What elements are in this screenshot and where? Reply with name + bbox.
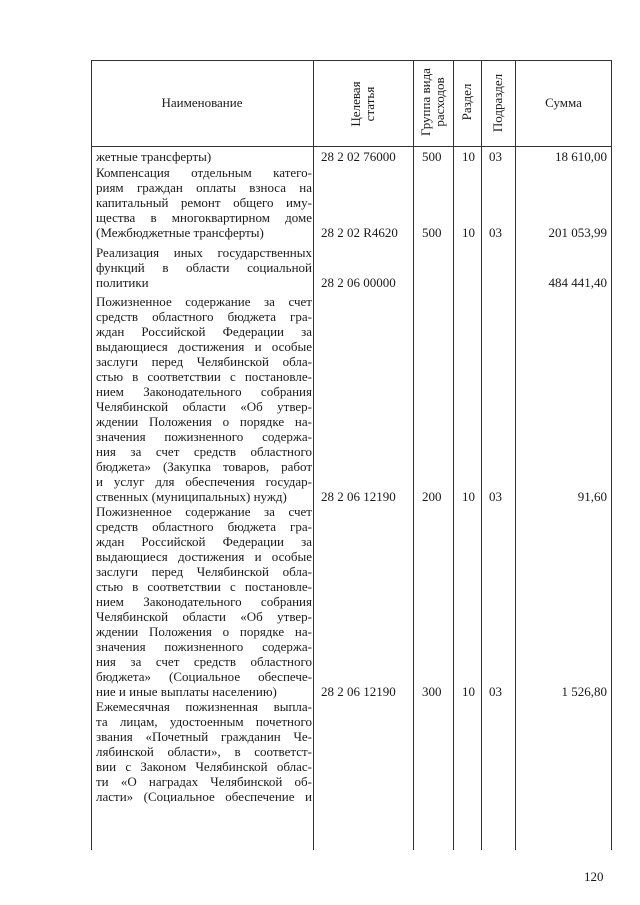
header-bottom-border — [91, 146, 612, 147]
row-name-line: ждении Положения о порядке на- — [96, 624, 312, 639]
row-name-line: ждан Российской Федерации за — [96, 534, 312, 549]
row-name-line: нием Законодательного собрания — [96, 594, 312, 609]
column-divider-group — [453, 60, 454, 850]
row-name-line: звания «Почетный гражданин Че- — [96, 729, 312, 744]
row-name-line: капитальный ремонт общего иму- — [96, 195, 312, 210]
row-code: 28 2 02 R4620 — [321, 225, 398, 240]
row-name-line: значения пожизненного содержа- — [96, 639, 312, 654]
column-divider-code — [413, 60, 414, 850]
row-name-line: ние и иные выплаты населению) — [96, 684, 277, 699]
row-code: 28 2 06 12190 — [321, 489, 396, 504]
row-name-line: функций в области социальной — [96, 260, 312, 275]
header-subsection: Подраздел — [490, 73, 505, 133]
row-group: 200 — [422, 489, 442, 504]
row-name-line: бюджета» (Социальное обеспече- — [96, 669, 312, 684]
page-number: 120 — [584, 869, 604, 884]
row-name-line: выдающиеся достижения и особые — [96, 549, 312, 564]
column-divider-name — [313, 60, 314, 850]
row-name-line: выдающиеся достижения и особые — [96, 339, 312, 354]
row-name-line: заслуги перед Челябинской обла- — [96, 354, 312, 369]
row-name-line: ственных (муниципальных) нужд) — [96, 489, 287, 504]
row-name-line: заслуги перед Челябинской обла- — [96, 564, 312, 579]
row-name-line: риям граждан оплаты взноса на — [96, 180, 312, 195]
row-group: 300 — [422, 684, 442, 699]
row-name-line: щества в многоквартирном доме — [96, 210, 312, 225]
column-divider-right — [611, 60, 612, 850]
row-name — [96, 149, 312, 164]
row-subsection: 03 — [489, 149, 502, 164]
row-group: 500 — [422, 149, 442, 164]
row-name-line: ти «О наградах Челябинской об- — [96, 774, 312, 789]
row-section: 10 — [462, 149, 475, 164]
column-divider-section — [481, 60, 482, 850]
row-code: 28 2 06 00000 — [321, 275, 396, 290]
row-name-line: Компенсация отдельным катего- — [96, 165, 312, 180]
header-section: Раздел — [459, 83, 474, 121]
row-name — [96, 294, 312, 504]
row-subsection: 03 — [489, 225, 502, 240]
row-section: 10 — [462, 489, 475, 504]
header-code: Целевая статья — [348, 81, 377, 127]
budget-table — [91, 60, 612, 850]
row-name-line: Пожизненное содержание за счет — [96, 294, 312, 309]
column-divider-left — [91, 60, 92, 850]
row-name-line: бюджета» (Закупка товаров, работ — [96, 459, 312, 474]
row-name-line: лябинской области», в соответст- — [96, 744, 312, 759]
row-name — [96, 504, 312, 699]
row-subsection: 03 — [489, 489, 502, 504]
row-name-line: Реализация иных государственных — [96, 245, 312, 260]
row-code: 28 2 06 12190 — [321, 684, 396, 699]
row-name-line: Челябинской области «Об утвер- — [96, 609, 312, 624]
row-sum: 91,60 — [577, 489, 607, 504]
row-sum: 484 441,40 — [548, 275, 607, 290]
row-name-line: ждении Положения о порядке на- — [96, 414, 312, 429]
row-section: 10 — [462, 225, 475, 240]
row-name-line: та лицам, удостоенным почетного — [96, 714, 312, 729]
row-name-line: Челябинской области «Об утвер- — [96, 399, 312, 414]
header-group: Группа вида расходов — [418, 68, 447, 136]
row-sum: 1 526,80 — [561, 684, 607, 699]
row-name-line: ласти» (Социальное обеспечение и — [96, 789, 312, 804]
row-name-line: ния за счет средств областного — [96, 654, 312, 669]
row-sum: 18 610,00 — [555, 149, 607, 164]
row-code: 28 2 02 76000 — [321, 149, 396, 164]
row-name-line: значения пожизненного содержа- — [96, 429, 312, 444]
row-name-line: стью в соответствии с постановле- — [96, 579, 312, 594]
row-name-line: вии с Законом Челябинской облас- — [96, 759, 312, 774]
row-name — [96, 245, 312, 290]
header-sum: Сумма — [545, 95, 582, 110]
table-top-border — [91, 60, 612, 61]
column-divider-subsection — [515, 60, 516, 850]
row-name-line: жетные трансферты) — [96, 149, 212, 164]
row-name-line: политики — [96, 275, 149, 290]
row-name-line: средств областного бюджета гра- — [96, 519, 312, 534]
row-name-line: стью в соответствии с постановле- — [96, 369, 312, 384]
row-name-line: ждан Российской Федерации за — [96, 324, 312, 339]
row-group: 500 — [422, 225, 442, 240]
row-name-line: нием Законодательного собрания — [96, 384, 312, 399]
row-sum: 201 053,99 — [548, 225, 607, 240]
row-name-line: ния за счет средств областного — [96, 444, 312, 459]
row-section: 10 — [462, 684, 475, 699]
row-name — [96, 165, 312, 240]
row-name-line: и услуг для обеспечения государ- — [96, 474, 312, 489]
row-name-line: средств областного бюджета гра- — [96, 309, 312, 324]
row-subsection: 03 — [489, 684, 502, 699]
row-name-line: (Межбюджетные трансферты) — [96, 225, 264, 240]
row-name-line: Пожизненное содержание за счет — [96, 504, 312, 519]
row-name — [96, 699, 312, 804]
header-name: Наименование — [161, 95, 243, 110]
row-name-line: Ежемесячная пожизненная выпла- — [96, 699, 312, 714]
